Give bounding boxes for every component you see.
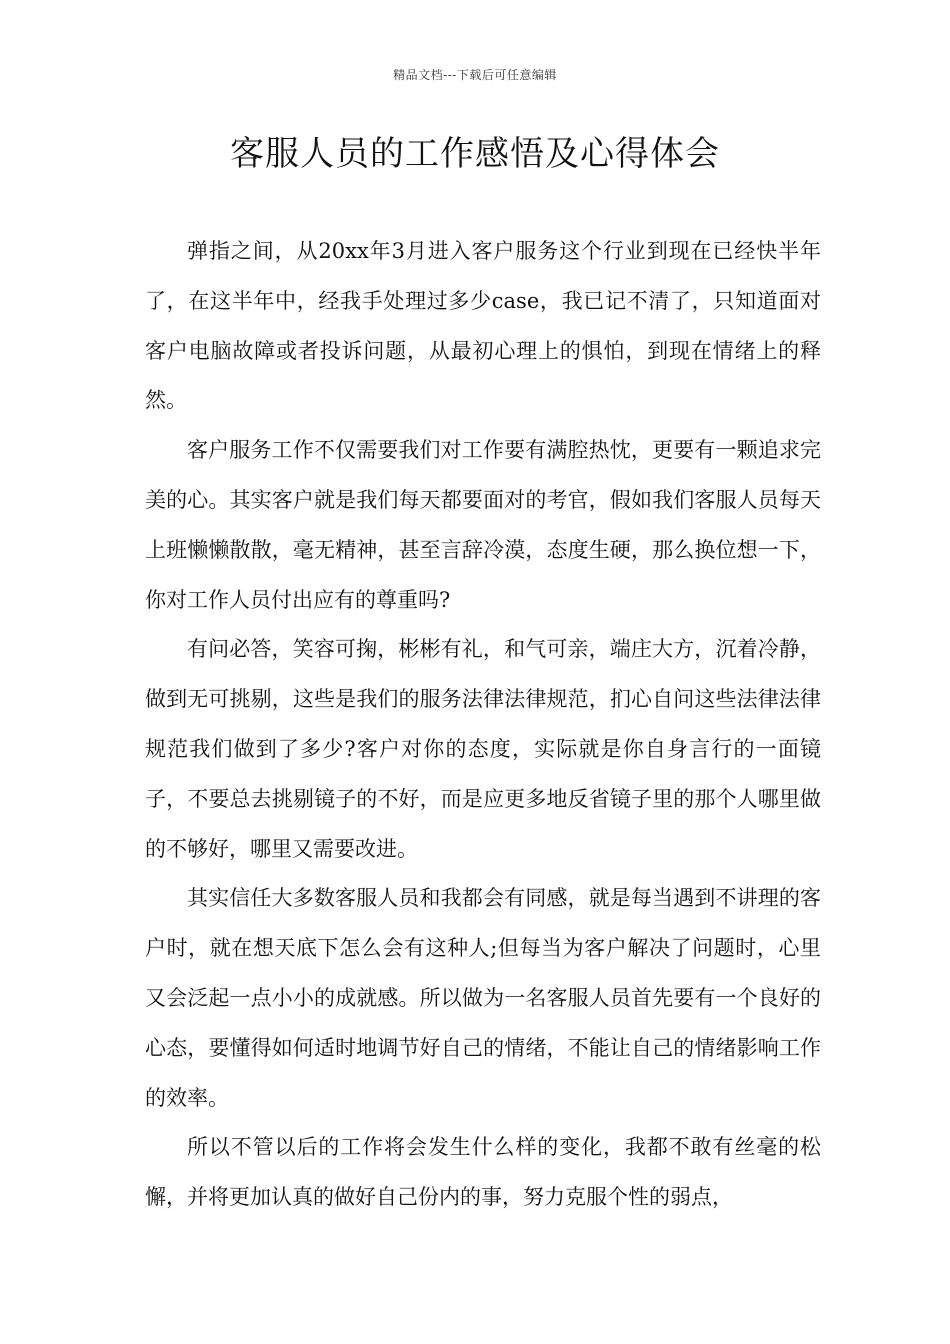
paragraph-2: 客户服务工作不仅需要我们对工作要有满腔热忱，更要有一颗追求完美的心。其实客户就是我们每天都要面对的考官，假如我们客服人员每天上班懒懒散散，毫无精神，甚至言辞冷漠，态度生硬，那么换位想一下，你对工作人员付出应有的尊重吗? <box>145 438 821 612</box>
header-note: 精品文档---下载后可任意编辑 <box>393 68 557 82</box>
document-title: 客服人员的工作感悟及心得体会 <box>230 134 720 174</box>
paragraph-4: 其实信任大多数客服人员和我都会有同感，就是每当遇到不讲理的客户时，就在想天底下怎么会有这种人;但每当为客户解决了问题时，心里又会泛起一点小小的成就感。所以做为一名客服人员首先要有一个良好的心态，要懂得如何适时地调节好自己的情绪，不能让自己的情绪影响工作的效率。 <box>145 886 821 1110</box>
document-body <box>145 227 821 1223</box>
paragraph-3: 有问必答，笑容可掬，彬彬有礼，和气可亲，端庄大方，沉着冷静，做到无可挑剔，这些是我们的服务法律法律规范，扪心自问这些法律法律规范我们做到了多少?客户对你的态度，实际就是你自身言行的一面镜子，不要总去挑剔镜子的不好，而是应更多地反省镜子里的那个人哪里做的不够好，哪里又需要改进。 <box>145 637 821 861</box>
paragraph-1: 弹指之间，从20xx年3月进入客户服务这个行业到现在已经快半年了，在这半年中，经我手处理过多少case，我已记不清了，只知道面对客户电脑故障或者投诉问题，从最初心理上的惧怕，到现在情绪上的释然。 <box>145 239 821 413</box>
paragraph-5: 所以不管以后的工作将会发生什么样的变化，我都不敢有丝毫的松懈，并将更加认真的做好自己份内的事，努力克服个性的弱点， <box>145 1135 821 1210</box>
